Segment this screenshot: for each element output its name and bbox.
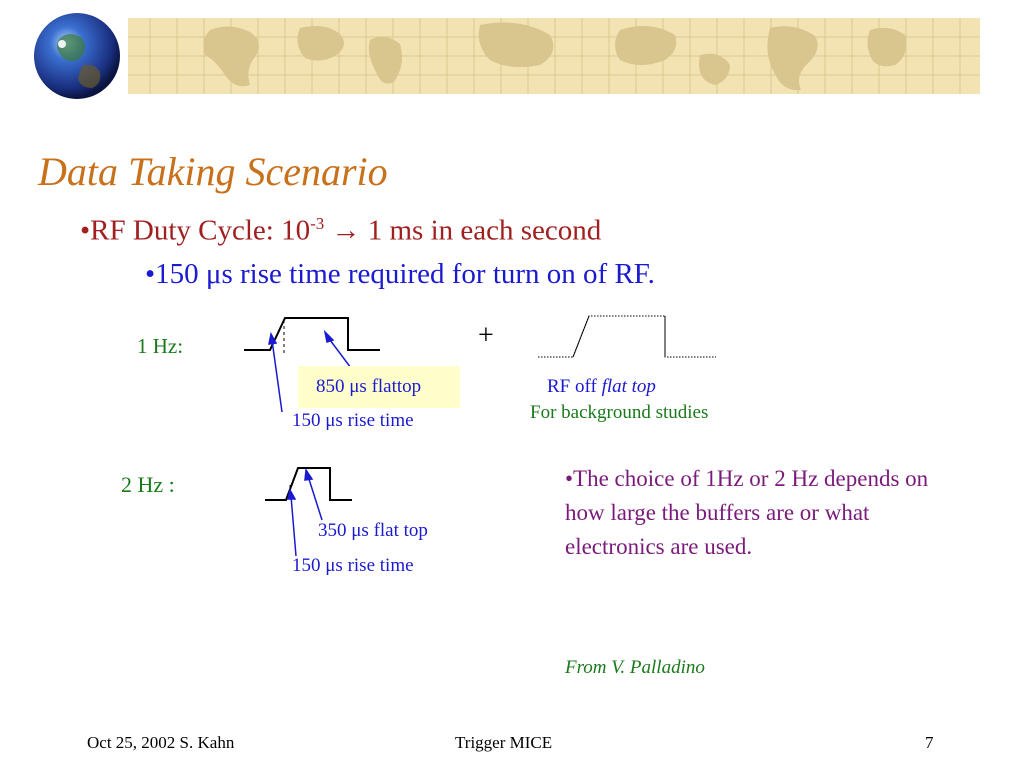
label-rf-off-prefix: RF off	[547, 376, 602, 397]
label-1hz: 1 Hz:	[137, 334, 184, 358]
bullet-duty-cycle-exponent: -3	[310, 214, 325, 233]
footer-title: Trigger MICE	[455, 733, 553, 752]
page-title: Data Taking Scenario	[38, 149, 388, 194]
label-2hz-rise-time: 150 μs rise time	[292, 555, 414, 576]
source-credit: From V. Palladino	[565, 657, 705, 678]
plus-sign: +	[478, 320, 494, 351]
bullet-rise-time: •150 μs rise time required for turn on of RF.	[145, 258, 655, 290]
bullet-choice-note: •The choice of 1Hz or 2 Hz depends on how large the buffers are or what electronics are used.	[565, 466, 929, 559]
waveform-rfoff	[538, 316, 716, 357]
label-2hz: 2 Hz :	[121, 472, 175, 497]
label-850us-flattop: 850 μs flattop	[316, 376, 422, 397]
footer-page-number: 7	[925, 733, 934, 752]
label-rf-off	[547, 376, 656, 398]
label-350us-flattop: 350 μs flat top	[318, 520, 428, 541]
waveform-1hz	[244, 318, 380, 356]
label-1hz-rise-time: 150 μs rise time	[292, 410, 414, 431]
bullet-duty-cycle-suffix: → 1 ms in each second	[324, 214, 602, 247]
label-rf-off-italic: flat top	[601, 376, 656, 397]
label-background-studies: For background studies	[530, 402, 709, 423]
footer-date-author: Oct 25, 2002 S. Kahn	[87, 733, 235, 752]
bullet-duty-cycle-prefix: •RF Duty Cycle: 10	[80, 214, 311, 247]
